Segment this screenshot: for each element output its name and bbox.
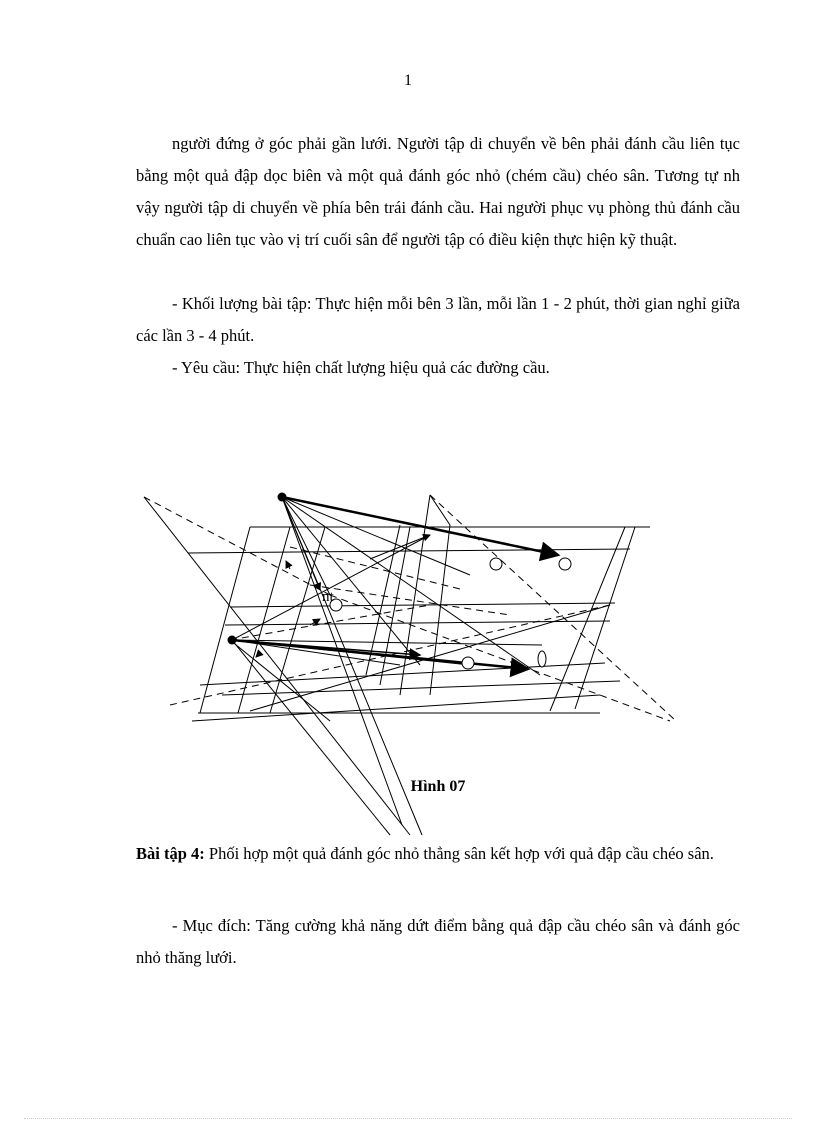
exercise-text: Phối hợp một quả đánh góc nhỏ thẳng sân kết hợp với quả đập cầu chéo sân. <box>204 844 714 863</box>
paragraph-workload: - Khối lượng bài tập: Thực hiện mỗi bên 3 lần, mỗi lần 1 - 2 phút, thời gian nghỉ giữa các lần 3 - 4 phút. <box>136 294 740 345</box>
arrows <box>232 497 558 669</box>
exercise-purpose: - Mục đích: Tăng cường khả năng dứt điểm bằng quả đập cầu chéo sân và đánh góc nhỏ thăng lưới. <box>136 916 740 967</box>
paragraph-requirement: - Yêu cầu: Thực hiện chất lượng hiệu quả các đường cầu. <box>172 358 550 377</box>
court-lines <box>188 495 650 721</box>
page-bottom-rule <box>24 1118 792 1119</box>
figure-caption: Hình 07 <box>410 778 466 795</box>
paragraph-drill-description: người đứng ở góc phải gần lưới. Người tập di chuyển về bên phải đánh cầu liên tục bằng một quả đập dọc biên và một quả đánh góc nhỏ (chém cầu) chéo sân. Tương tự nh vậy người tập di chuyển về phía bên trái đánh cầu. Hai người phục vụ phòng thủ đánh cầu chuẩn cao liên tục vào vị trí cuối sân để người tập có điều kiện thực hiện kỹ thuật. <box>136 134 740 249</box>
page-number: 1 <box>404 72 412 89</box>
exercise-title: Bài tập 4: <box>136 844 205 863</box>
exercise-4-paragraph <box>136 838 740 870</box>
label-nt: nt <box>322 589 334 605</box>
